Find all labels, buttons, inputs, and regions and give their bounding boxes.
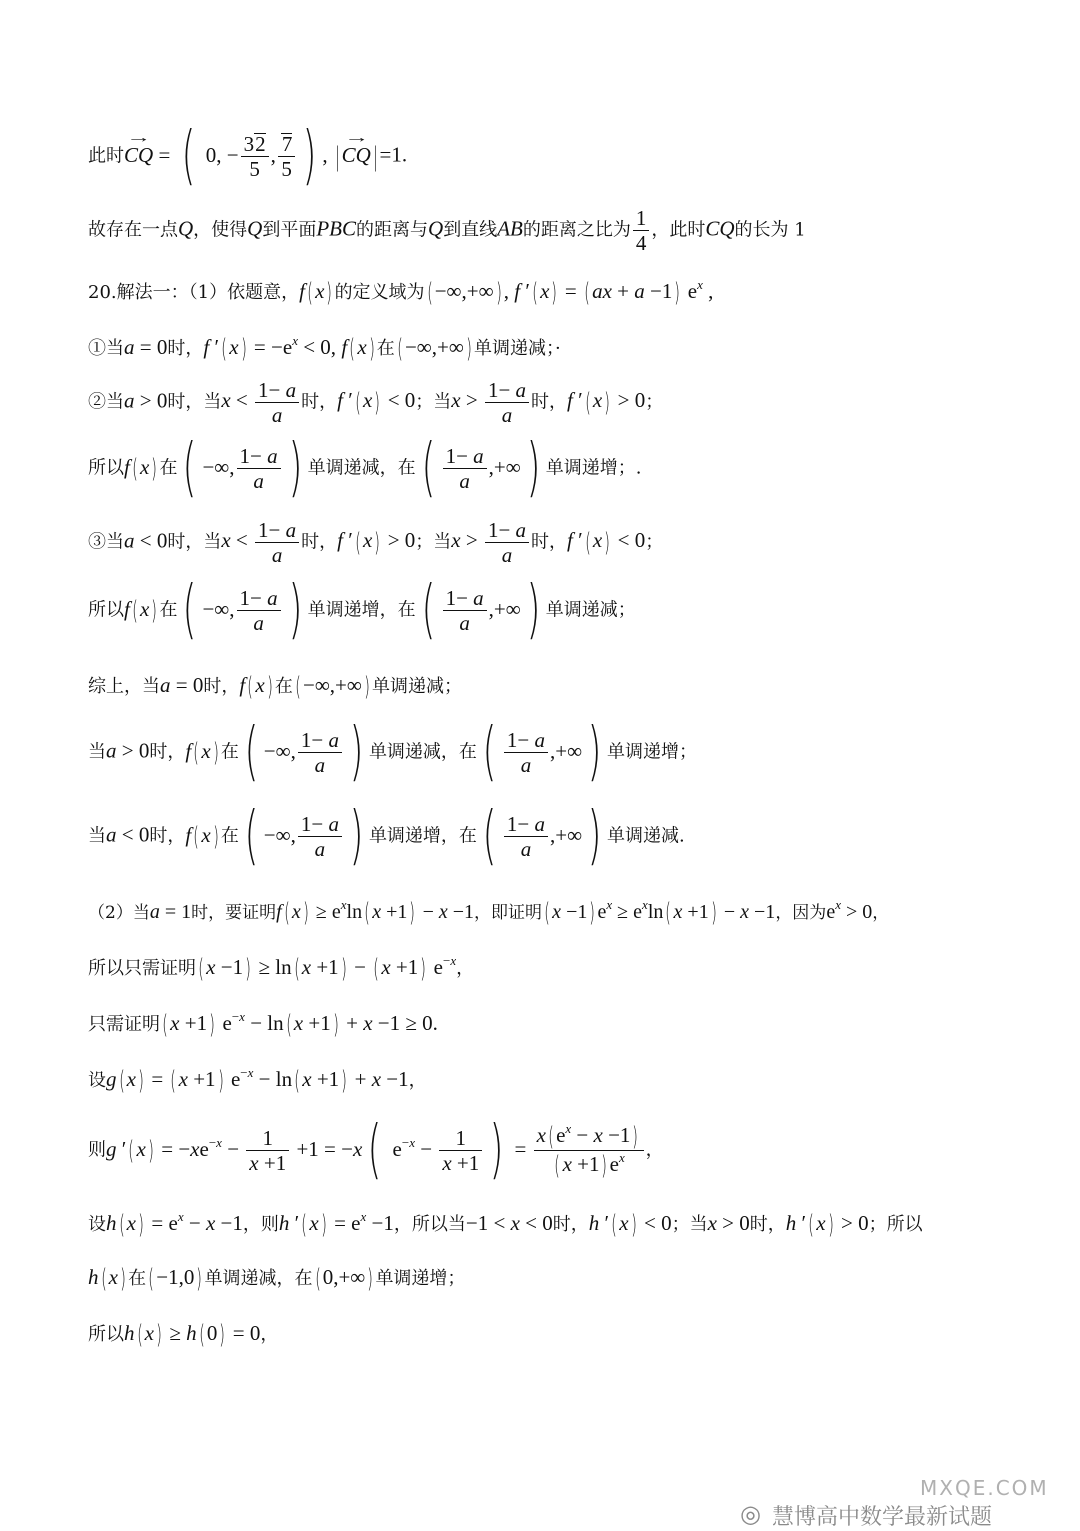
math: h( x): [88, 1264, 126, 1294]
watermark-site: MXQE.COM: [920, 1476, 1049, 1500]
line-summary-a-neg: [88, 799, 685, 873]
text: 到直线: [443, 219, 498, 241]
line-case-a-pos: [88, 378, 663, 427]
math: f( $x) \ge e^x\ln$( x +1) − x −1: [276, 897, 475, 929]
line-conclusion-q: [88, 206, 806, 255]
text: 单调递减，在: [307, 457, 416, 479]
text: 单调递增；.: [545, 457, 642, 479]
math: f( x): [239, 672, 273, 702]
math: h ′( $x) = e^x -1$: [278, 1209, 394, 1241]
math: ( −∞, $\frac{1- a}{a}$ ): [183, 431, 302, 505]
math: f( x): [185, 737, 219, 768]
text: 单调递增，在: [307, 599, 416, 621]
text: 所以: [88, 1323, 124, 1345]
text: ，则: [242, 1214, 279, 1235]
line-summary-a-pos: [88, 715, 698, 789]
math: Q: [178, 216, 194, 241]
text: 所以: [88, 457, 124, 479]
text: ②当: [88, 391, 124, 413]
math: CQ: [705, 216, 735, 241]
text: ，因为: [775, 903, 827, 923]
math: −1 < x < 0: [465, 1211, 553, 1235]
text: 时，: [167, 338, 204, 359]
math: f ′( x) < 0: [567, 527, 646, 558]
math: a = 0: [124, 335, 168, 359]
math: h ′( x) > 0: [785, 1210, 869, 1241]
line-case-a-neg: [88, 518, 663, 567]
text: 时，当: [167, 391, 222, 413]
text: 所以: [88, 599, 124, 621]
text: 单调递增；: [607, 741, 698, 763]
text: 的距离之比为: [522, 219, 631, 241]
text: ，: [872, 903, 890, 923]
text: 时，: [531, 531, 568, 553]
text: 只需证明: [88, 1014, 160, 1035]
text: ；所以: [868, 1214, 923, 1235]
math: f ′( x) < 0: [337, 387, 416, 418]
line-cq-vector: [88, 119, 408, 193]
math: h ′( x) < 0: [588, 1210, 672, 1241]
watermark-text: 慧博高中数学最新试题: [772, 1505, 993, 1530]
math: f ′( x) > 0: [337, 527, 416, 558]
line-h-min: [88, 1322, 278, 1348]
math: f( x): [124, 595, 158, 626]
text: 单调递减；: [372, 675, 463, 697]
math: x < $\frac{1- a}{a}$: [221, 388, 301, 412]
line-define-g: [88, 1065, 427, 1097]
math: g( x) = ( x +1) $e^{-x} - \ln$( x +1) + x −1: [106, 1065, 409, 1097]
math: x > $\frac{1- a}{a}$: [451, 388, 531, 412]
text: ，: [456, 958, 475, 979]
math: a = 1: [149, 901, 192, 923]
text: 设: [88, 1070, 106, 1091]
text: 综上，当: [88, 675, 160, 697]
math: a > 0: [106, 738, 150, 763]
math: h( $x) = e^x - x -1$: [106, 1209, 243, 1241]
text: ，: [645, 1139, 664, 1161]
text: 时，: [203, 675, 240, 697]
math: a > 0: [124, 388, 168, 413]
text: =1.: [379, 142, 408, 167]
math: f( x): [185, 821, 219, 852]
text: 时，: [149, 741, 186, 763]
line-need-prove-1: [88, 953, 475, 985]
math: ( −∞,+∞): [295, 672, 370, 702]
math: ( −∞, $\frac{1- a}{a}$ ): [244, 715, 364, 789]
text: 单调递减，在: [368, 741, 477, 763]
text: 单调递减.: [607, 825, 685, 847]
math: f ′( x) > 0: [567, 387, 646, 418]
line-case-a0: [88, 333, 561, 365]
math: f ′( $x) = -e^x < 0$, f( x): [203, 333, 375, 365]
text: 时，: [301, 531, 338, 553]
math: a = 0: [160, 672, 204, 697]
text: 时，: [552, 1214, 589, 1235]
text: 故存在一点: [88, 219, 178, 241]
line-h-monotonic: [88, 1266, 465, 1292]
math: f( x): [299, 278, 333, 309]
text: ；: [645, 531, 664, 553]
line-g-derivative: [88, 1113, 664, 1187]
wechat-icon: ◎: [740, 1500, 761, 1528]
text: 时，: [749, 1214, 786, 1235]
text: 单调递减，在: [204, 1267, 313, 1289]
text: ，使得: [193, 219, 248, 241]
text: 所以只需证明: [88, 958, 196, 979]
math: ( $\frac{1- a}{a}$ ,+∞): [482, 715, 602, 789]
math: ( −∞, $\frac{1- a}{a}$ ): [244, 799, 364, 873]
math: h( x) ≥ h( 0) = 0: [124, 1320, 261, 1350]
text: 在: [128, 1267, 147, 1289]
line-so-a-pos: [88, 431, 642, 505]
text: 单调递减；: [545, 599, 636, 621]
text: 到平面: [262, 219, 317, 241]
text: 时，: [531, 391, 568, 413]
text: 设: [88, 1214, 106, 1235]
text: 时，: [301, 391, 338, 413]
line-define-h: [88, 1209, 923, 1241]
math: x < $\frac{1- a}{a}$: [221, 528, 301, 552]
line-need-prove-2: [88, 1009, 438, 1041]
text: 此时: [88, 145, 124, 167]
math: x > $\frac{1- a}{a}$: [451, 528, 531, 552]
math: g ′( $x) = -xe^{-x}$ − $\frac{1}{x +1}$ +1 = −x( $e^{-x}$ − $\frac{1}{x +1}$ ) = $\frac{x( e^x - x -1)}{( x +1) e^x}$: [106, 1137, 646, 1161]
math: Q: [428, 216, 444, 241]
text: ；当: [415, 391, 452, 413]
math: ( $\frac{1- a}{a}$ ,+∞): [421, 573, 541, 647]
math: $e^x > 0$: [826, 897, 873, 923]
math: ( −∞,+∞) , f ′( x) = ( ax + a −1) $e^x$ ,: [426, 277, 714, 309]
math: ( −1,0): [148, 1264, 203, 1294]
text: ；当: [671, 1214, 708, 1235]
math: ( x −1) $e^x \ge e^x\ln$( x +1) − x −1: [544, 897, 776, 929]
text: ；当: [415, 531, 452, 553]
text: 20.解法一：（1）依题意，: [88, 282, 300, 303]
math: → CQ = ( 0, − $\frac{32}{5}$ , $\frac{7}{5}$ ) , |→ CQ|: [124, 143, 380, 167]
text: 在: [220, 825, 239, 847]
text: 在: [159, 599, 178, 621]
math: ( $\frac{1- a}{a}$ ,+∞): [482, 799, 602, 873]
line-20-part1: [88, 277, 714, 309]
math: f( x): [124, 453, 158, 484]
math: ( $\frac{1- a}{a}$ ,+∞): [421, 431, 541, 505]
text: （2）当: [88, 903, 150, 923]
math: ( x +1) $e^{-x} - \ln$( x +1) + x −1 ≥ 0: [162, 1009, 433, 1041]
text: 的定义域为: [334, 282, 425, 303]
text: 单调递增；: [375, 1267, 466, 1289]
math: a < 0: [124, 528, 168, 553]
text: 时，: [149, 825, 186, 847]
text: 在: [274, 675, 293, 697]
text: 时，要证明: [191, 903, 277, 923]
text: ，所以当: [393, 1214, 466, 1235]
text: 在: [376, 338, 395, 359]
text: 在: [220, 741, 239, 763]
text: ；: [645, 391, 664, 413]
math: ( 0,+∞): [314, 1264, 374, 1294]
text: 的距离与: [356, 219, 429, 241]
math: PBC: [316, 216, 357, 241]
text: ，: [260, 1323, 279, 1345]
math: ( −∞, $\frac{1- a}{a}$ ): [183, 573, 302, 647]
text: ①当: [88, 338, 124, 359]
text: .: [432, 1011, 438, 1035]
math: ( −∞,+∞): [397, 334, 472, 365]
text: 在: [159, 457, 178, 479]
text: 则: [88, 1139, 106, 1161]
text: 的长为 1: [734, 219, 806, 241]
math: x > 0: [707, 1211, 750, 1235]
math: ( x −1) ≥ ln( x +1) − ( x +1) $e^{-x}$: [198, 953, 457, 985]
text: ，: [408, 1070, 427, 1091]
text: 当: [88, 741, 106, 763]
line-so-a-neg: [88, 573, 636, 647]
text: 当: [88, 825, 106, 847]
math: $\frac{1}{4}$: [633, 206, 650, 255]
line-summary-a0: [88, 674, 462, 700]
text: 单调递增，在: [368, 825, 477, 847]
text: ，此时: [651, 219, 706, 241]
text: ③当: [88, 531, 124, 553]
text: 单调递减；·: [474, 338, 561, 359]
math: Q: [247, 216, 263, 241]
text: ，即证明: [474, 903, 543, 923]
line-part2: [88, 897, 890, 929]
text: 时，当: [167, 531, 222, 553]
math: AB: [497, 216, 523, 241]
math: a < 0: [106, 822, 150, 847]
